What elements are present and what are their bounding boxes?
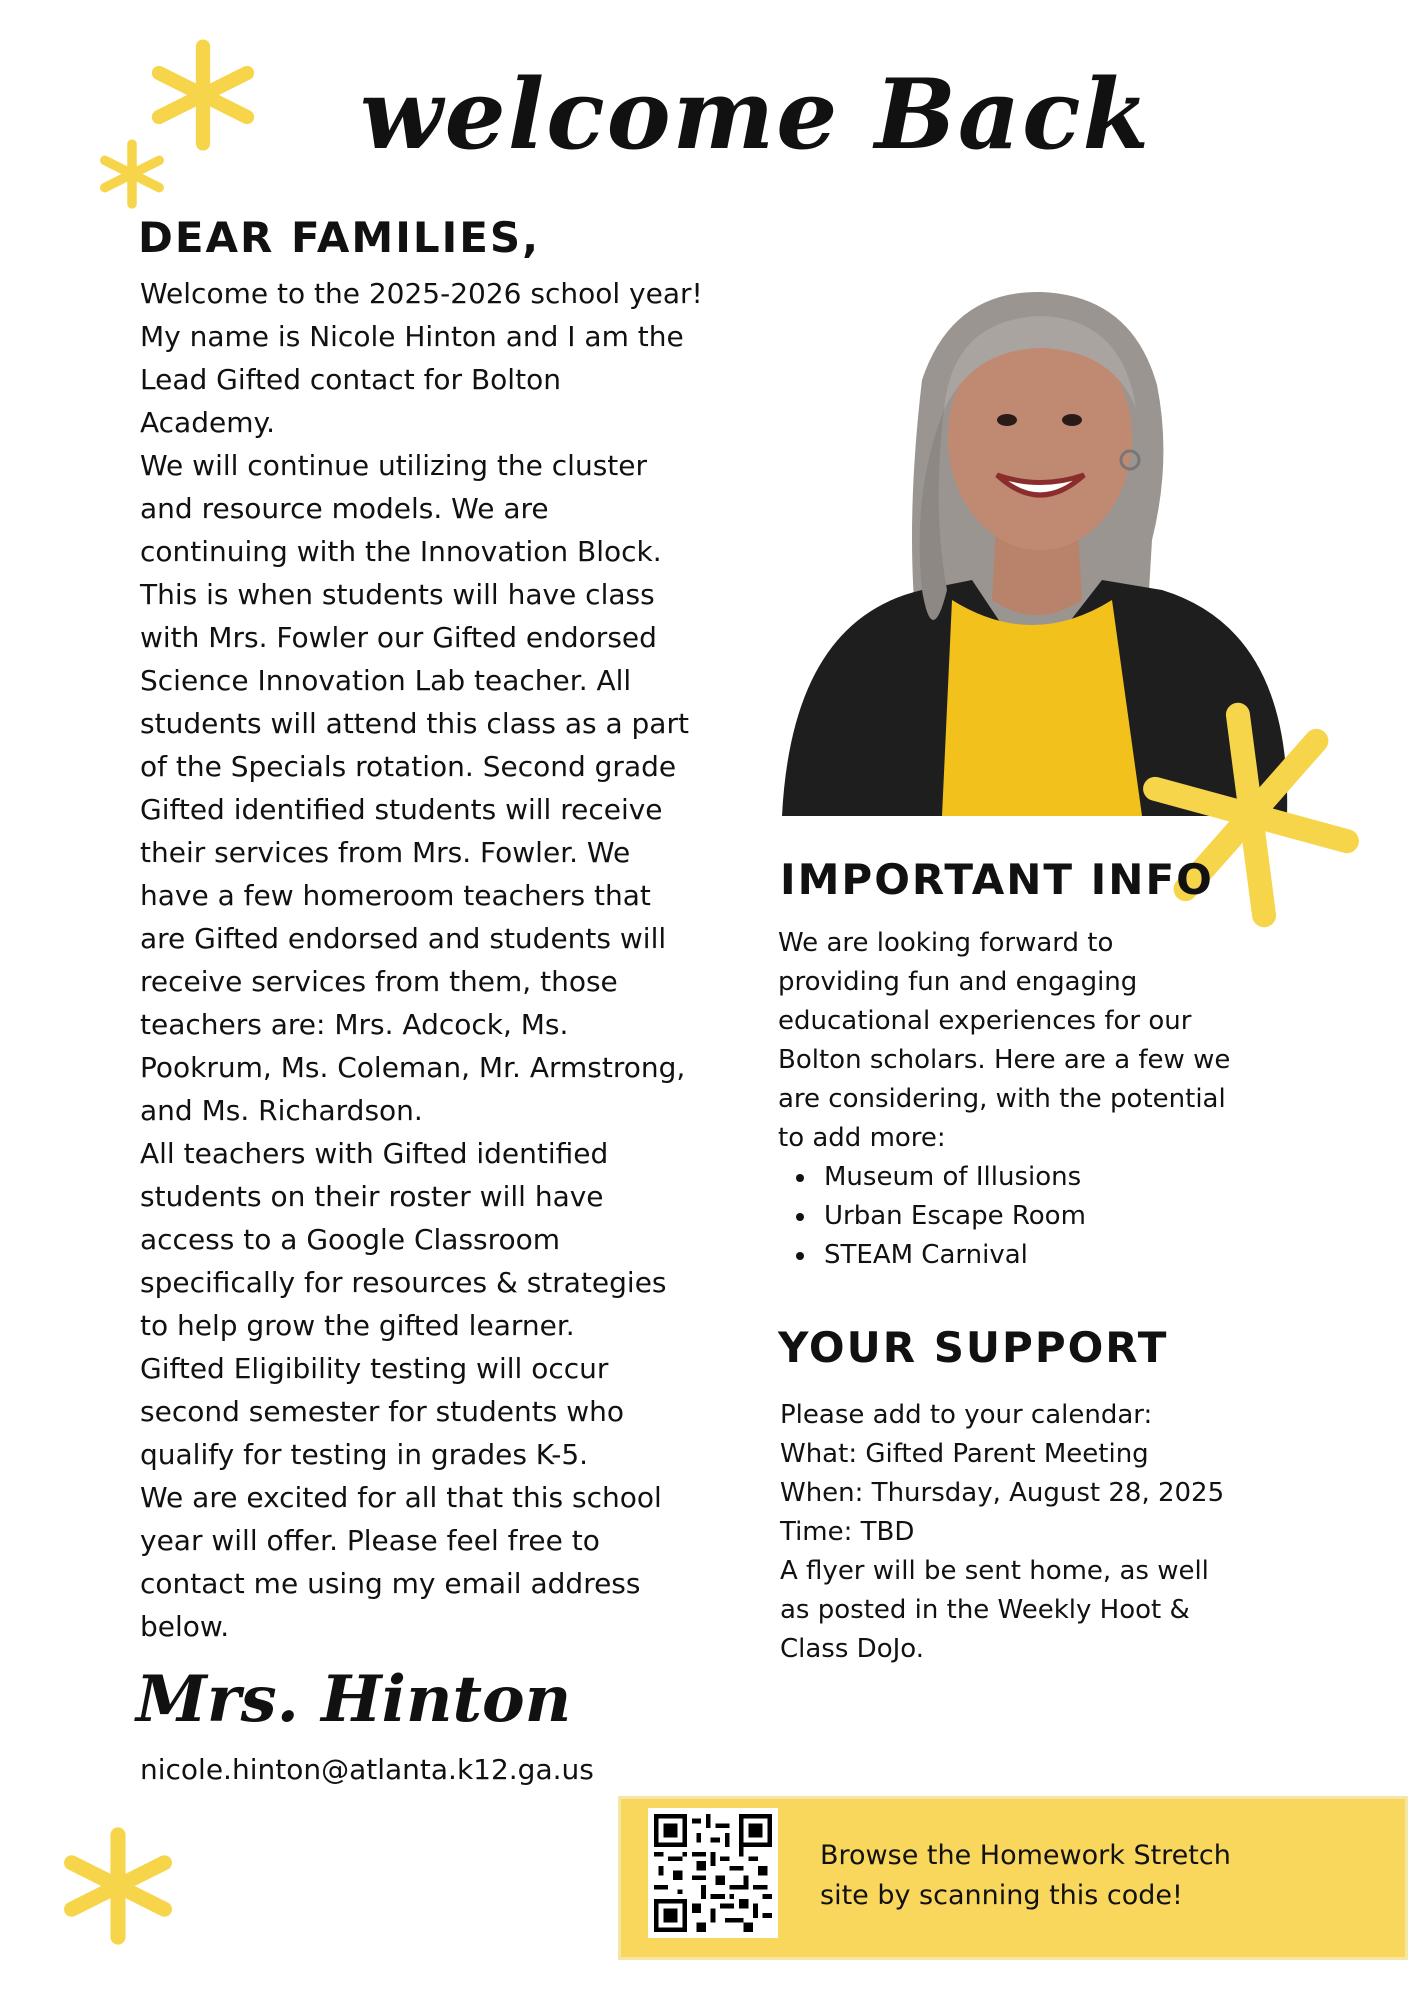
bullet-icon xyxy=(796,1252,804,1260)
support-line: When: Thursday, August 28, 2025 xyxy=(780,1478,1225,1508)
support-line: as posted in the Weekly Hoot & xyxy=(780,1595,1190,1625)
event-list-item xyxy=(778,1197,1238,1236)
letter-line: teachers are: Mrs. Adcock, Ms. xyxy=(140,1008,569,1041)
info-line: We are looking forward to xyxy=(778,928,1114,958)
info-line: providing fun and engaging xyxy=(778,967,1138,997)
letter-line: All teachers with Gifted identified xyxy=(140,1137,609,1170)
banner-line: Browse the Homework Stretch xyxy=(820,1840,1231,1871)
letter-line: contact me using my email address xyxy=(140,1567,641,1600)
letter-line: year will offer. Please feel free to xyxy=(140,1524,600,1557)
qr-code-icon[interactable] xyxy=(648,1808,778,1938)
letter-line: to help grow the gifted learner. xyxy=(140,1309,575,1342)
letter-line: Lead Gifted contact for Bolton xyxy=(140,363,561,396)
star-icon-top-large xyxy=(148,40,258,150)
star-icon-top-small xyxy=(98,140,166,208)
info-line: to add more: xyxy=(778,1123,946,1153)
letter-line: are Gifted endorsed and students will xyxy=(140,922,667,955)
letter-line: We are excited for all that this school xyxy=(140,1481,662,1514)
event-label: Urban Escape Room xyxy=(824,1201,1086,1231)
support-body xyxy=(780,1396,1300,1669)
letter-line: continuing with the Innovation Block. xyxy=(140,535,662,568)
info-line: educational experiences for our xyxy=(778,1006,1192,1036)
letter-line: second semester for students who xyxy=(140,1395,624,1428)
greeting-heading: DEAR FAMILIES, xyxy=(138,213,541,262)
signature: Mrs. Hinton xyxy=(136,1662,572,1737)
letter-line: students on their roster will have xyxy=(140,1180,604,1213)
banner-text xyxy=(820,1836,1340,1916)
letter-line: of the Specials rotation. Second grade xyxy=(140,750,677,783)
support-line: What: Gifted Parent Meeting xyxy=(780,1439,1149,1469)
event-list-item xyxy=(778,1158,1238,1197)
letter-line: have a few homeroom teachers that xyxy=(140,879,651,912)
letter-line: access to a Google Classroom xyxy=(140,1223,561,1256)
letter-line: and resource models. We are xyxy=(140,492,549,525)
qr-code-graphic xyxy=(654,1814,772,1932)
important-info-heading: IMPORTANT INFO xyxy=(780,855,1214,904)
support-line: Please add to your calendar: xyxy=(780,1400,1153,1430)
letter-line: This is when students will have class xyxy=(140,578,655,611)
letter-body xyxy=(140,272,740,1648)
banner-line: site by scanning this code! xyxy=(820,1880,1183,1911)
star-icon-bottom-left xyxy=(60,1828,176,1944)
letter-line: Academy. xyxy=(140,406,275,439)
event-label: STEAM Carnival xyxy=(824,1240,1028,1270)
bullet-icon xyxy=(796,1174,804,1182)
letter-line: receive services from them, those xyxy=(140,965,618,998)
letter-line: qualify for testing in grades K-5. xyxy=(140,1438,589,1471)
letter-line: below. xyxy=(140,1610,230,1643)
letter-line: their services from Mrs. Fowler. We xyxy=(140,836,631,869)
letter-line: students will attend this class as a part xyxy=(140,707,689,740)
page-title: welcome Back xyxy=(360,58,1152,171)
letter-line: Pookrum, Ms. Coleman, Mr. Armstrong, xyxy=(140,1051,686,1084)
bullet-icon xyxy=(796,1213,804,1221)
support-line: Class DoJo. xyxy=(780,1634,924,1664)
letter-line: Science Innovation Lab teacher. All xyxy=(140,664,632,697)
letter-line: Gifted Eligibility testing will occur xyxy=(140,1352,609,1385)
letter-line: with Mrs. Fowler our Gifted endorsed xyxy=(140,621,657,654)
letter-line: Welcome to the 2025-2026 school year! xyxy=(140,277,703,310)
event-list xyxy=(778,1158,1238,1275)
your-support-heading: YOUR SUPPORT xyxy=(778,1323,1169,1372)
support-line: Time: TBD xyxy=(780,1517,915,1547)
important-info-body xyxy=(778,924,1298,1158)
event-list-item xyxy=(778,1236,1238,1275)
info-line: are considering, with the potential xyxy=(778,1084,1226,1114)
support-line: A flyer will be sent home, as well xyxy=(780,1556,1209,1586)
info-line: Bolton scholars. Here are a few we xyxy=(778,1045,1231,1075)
letter-line: specifically for resources & strategies xyxy=(140,1266,667,1299)
email-address: nicole.hinton@atlanta.k12.ga.us xyxy=(140,1753,594,1786)
letter-line: We will continue utilizing the cluster xyxy=(140,449,647,482)
event-label: Museum of Illusions xyxy=(824,1162,1082,1192)
letter-line: and Ms. Richardson. xyxy=(140,1094,423,1127)
letter-line: My name is Nicole Hinton and I am the xyxy=(140,320,684,353)
letter-line: Gifted identified students will receive xyxy=(140,793,663,826)
